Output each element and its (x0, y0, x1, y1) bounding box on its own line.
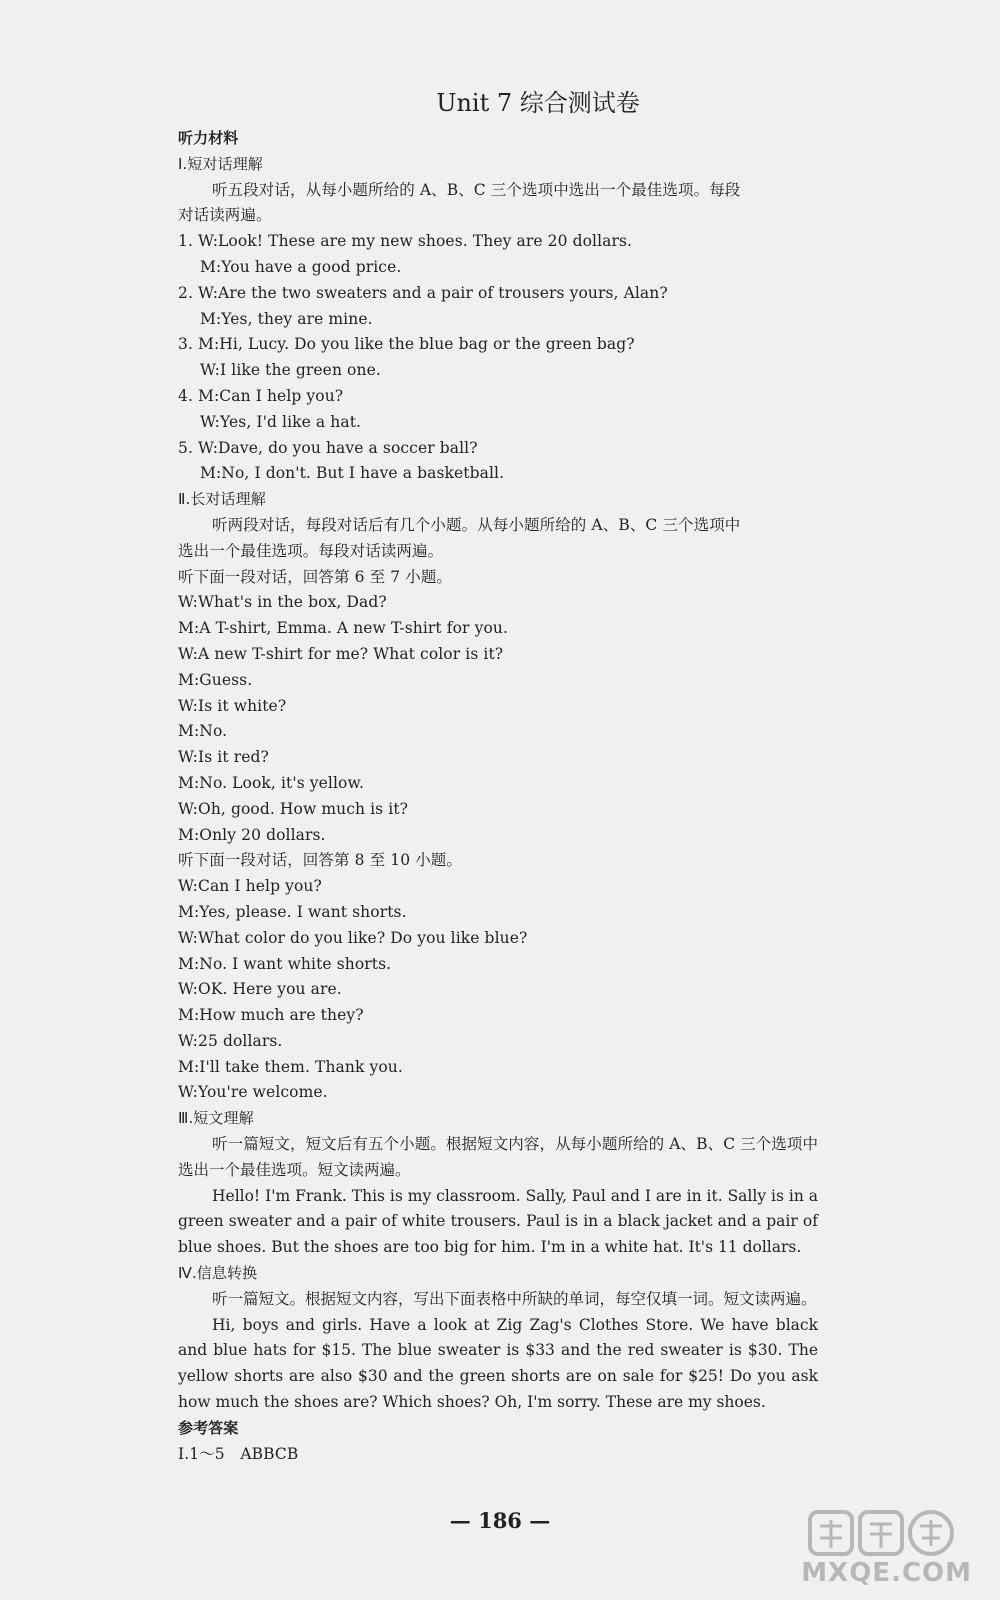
dialog-line: M:Yes, please. I want shorts. (178, 902, 407, 921)
dialog-line: W:Yes, I'd like a hat. (200, 412, 362, 431)
dialog-line: W:OK. Here you are. (178, 980, 342, 999)
dialog-line: W:Oh, good. How much is it? (178, 799, 409, 818)
dialog-line: W:25 dollars. (178, 1031, 283, 1050)
dialog-line: W:Is it red? (178, 748, 269, 767)
dialog-line: W:Is it white? (178, 696, 287, 715)
section-3-instructions: 听一篇短文，短文后有五个小题。根据短文内容，从每小题所给的 A、B、C 三个选项中选出一个最佳选项。短文读两遍。 (178, 1135, 818, 1179)
section-3-title: Ⅲ.短文理解 (178, 1109, 254, 1128)
dialog-line: M:You have a good price. (200, 257, 402, 276)
dialog-line: M:Guess. (178, 670, 253, 689)
document-page (178, 88, 818, 1467)
dialog-line: W:I like the green one. (200, 361, 381, 380)
watermark-logo-icon (808, 1508, 956, 1558)
dialog-intro: 听下面一段对话，回答第 8 至 10 小题。 (178, 851, 462, 870)
dialog-line: W:What color do you like? Do you like blue? (178, 928, 528, 947)
dialog-line: M:I'll take them. Thank you. (178, 1057, 403, 1076)
dialog-line: W:Can I help you? (178, 877, 322, 896)
dialog-line: W:You're welcome. (178, 1083, 328, 1102)
section-1-instructions: 听五段对话，从每小题所给的 A、B、C 三个选项中选出一个最佳选项。每段 (212, 180, 741, 199)
section-4-title: Ⅳ.信息转换 (178, 1264, 258, 1283)
dialog-line: W:A new T-shirt for me? What color is it? (178, 644, 504, 663)
section-4-passage: Hi, boys and girls. Have a look at Zig Zag's Clothes Store. We have black and blue hats for $15. The blue sweater is $33 and the red sweater is $30. The yellow shorts are also $30 and the green shorts are on sale for $25! Do you ask how much the shoes are? Which shoes? Oh, I'm sorry. These are my shoes. (178, 1315, 818, 1412)
dialog-intro: 听下面一段对话，回答第 6 至 7 小题。 (178, 567, 453, 586)
answers-heading: 参考答案 (178, 1418, 239, 1437)
page-number: — 186 — (449, 1508, 551, 1533)
dialog-line: 3. M:Hi, Lucy. Do you like the blue bag or the green bag? (178, 335, 635, 354)
dialog-line: M:No. (178, 722, 228, 741)
dialog-line: M:No. I want white shorts. (178, 954, 392, 973)
listening-heading: 听力材料 (178, 129, 239, 147)
section-1-title: Ⅰ.短对话理解 (178, 154, 263, 173)
dialog-line: 2. W:Are the two sweaters and a pair of trousers yours, Alan? (178, 283, 668, 302)
answers-line: Ⅰ.1～5 ABBCB (178, 1444, 299, 1463)
dialog-line: M:Only 20 dollars. (178, 825, 326, 844)
dialog-line: M:Yes, they are mine. (200, 309, 373, 328)
section-1-instructions: 对话读两遍。 (178, 206, 272, 225)
section-2-title: Ⅱ.长对话理解 (178, 490, 266, 509)
section-4-instructions: 听一篇短文。根据短文内容，写出下面表格中所缺的单词，每空仅填一词。短文读两遍。 (212, 1289, 817, 1308)
dialog-line: 4. M:Can I help you? (178, 386, 344, 405)
watermark-logo (780, 1508, 980, 1588)
dialog-line: M:A T-shirt, Emma. A new T-shirt for you. (178, 619, 508, 638)
dialog-line: 1. W:Look! These are my new shoes. They are 20 dollars. (178, 232, 633, 251)
section-3-passage: Hello! I'm Frank. This is my classroom. Sally, Paul and I are in it. Sally is in a green sweater and a pair of white trousers. Paul is in a black jacket and a pair of blue shoes. But the shoes are too big for him. I'm in a white hat. It's 11 dollars. (178, 1186, 818, 1257)
watermark-text: MXQE.COM (801, 1558, 972, 1588)
dialog-line: M:No. Look, it's yellow. (178, 773, 365, 792)
section-2-instructions: 选出一个最佳选项。每段对话读两遍。 (178, 541, 444, 560)
dialog-line: W:What's in the box, Dad? (178, 593, 387, 612)
dialog-line: M:No, I don't. But I have a basketball. (200, 464, 505, 483)
dialog-line: 5. W:Dave, do you have a soccer ball? (178, 438, 478, 457)
section-2-instructions: 听两段对话，每段对话后有几个小题。从每小题所给的 A、B、C 三个选项中 (212, 515, 741, 534)
dialog-line: M:How much are they? (178, 1006, 364, 1025)
page-title: Unit 7 综合测试卷 (436, 89, 640, 117)
